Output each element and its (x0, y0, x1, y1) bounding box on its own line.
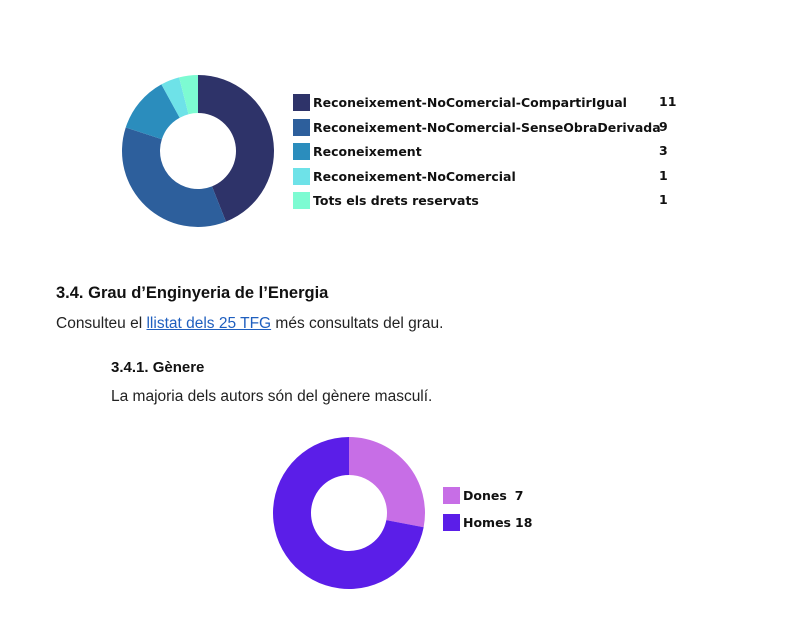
legend-swatch (293, 94, 310, 111)
legend-swatch (293, 143, 310, 160)
legend-item (293, 192, 479, 209)
subsection-text: La majoria dels autors són del gènere masculí. (111, 388, 433, 405)
legend-value: 11 (659, 94, 677, 109)
legend-value: 7 (514, 488, 524, 503)
legend-value: 1 (659, 192, 668, 207)
gender-donut-chart (273, 437, 425, 589)
legend-swatch (293, 192, 310, 209)
legend-value: 3 (659, 143, 668, 158)
legend-label: Reconeixement-NoComercial (313, 169, 516, 184)
legend-label: Tots els drets reservats (313, 193, 479, 208)
legend-label: Reconeixement-NoComercial-SenseObraDerivada (313, 120, 661, 135)
donut-slice (349, 437, 425, 527)
legend-item (293, 119, 661, 136)
legend-item (293, 143, 422, 160)
intro-suffix: més consultats del grau. (271, 315, 444, 332)
legend-item (443, 514, 532, 531)
legend-item (293, 168, 516, 185)
legend-swatch (293, 168, 310, 185)
license-donut-chart (122, 75, 274, 227)
legend-item (443, 487, 523, 504)
legend-value: 9 (659, 119, 668, 134)
legend-swatch (443, 514, 460, 531)
legend-label: Dones (463, 488, 507, 503)
section-intro (56, 315, 443, 333)
tfg-list-link[interactable]: llistat dels 25 TFG (146, 315, 272, 332)
legend-swatch (443, 487, 460, 504)
legend-value: 18 (515, 515, 533, 530)
legend-swatch (293, 119, 310, 136)
legend-label: Reconeixement (313, 144, 422, 159)
gender-legend (443, 487, 563, 537)
legend-label: Homes (463, 515, 511, 530)
subsection-heading: 3.4.1. Gènere (111, 359, 205, 376)
section-heading: 3.4. Grau d’Enginyeria de l’Energia (56, 284, 329, 302)
license-legend (293, 94, 693, 219)
legend-value: 1 (659, 168, 668, 183)
legend-label: Reconeixement-NoComercial-CompartirIgual (313, 95, 627, 110)
legend-item (293, 94, 627, 111)
intro-prefix: Consulteu el (56, 315, 147, 332)
donut-slice (122, 128, 226, 227)
